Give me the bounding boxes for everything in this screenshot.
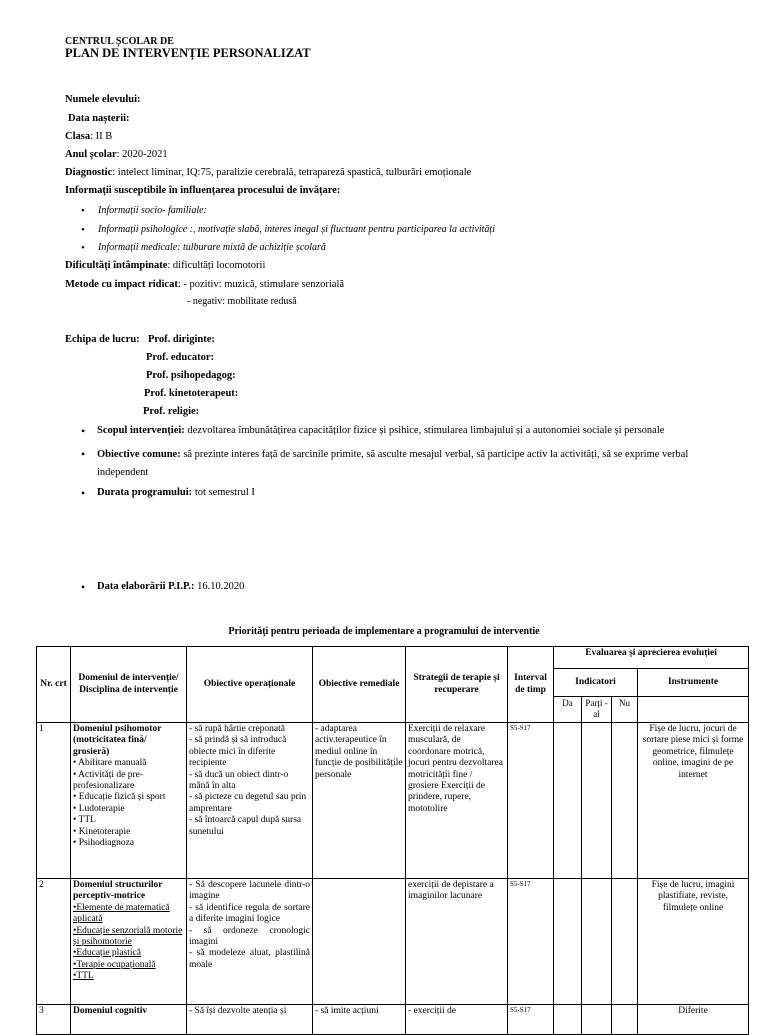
class-value: : II B [90,131,113,142]
row-partial [582,723,612,879]
operational-item: - să identifice regula de sortare a diferite imagini logice [189,902,310,925]
info-item-medical: • Informații medicale: tulburare mixtă de achiziție școlară [98,242,326,253]
row-domain-title: Domeniul structurilor perceptiv-motrice [73,880,163,902]
elaboration-date-value: 16.10.2020 [194,581,245,592]
row-da [554,879,582,1005]
header-partial: Parți -al [582,697,612,723]
document-title: PLAN DE INTERVENȚIE PERSONALIZAT [65,46,311,60]
operational-item: - Să descopere lacunele dintr-o imagine [189,880,310,902]
row-operational [187,723,313,879]
methods-label: Metode cu impact ridicat [65,279,178,290]
row-remedial: - adaptarea activ.terapeutice în mediul online în funcție de posibilitățile personale [313,723,406,879]
row-partial [582,1005,612,1035]
row-da [554,1005,582,1035]
difficulties-label: Dificultăți întâmpinate [65,260,168,271]
header-remedial: Obiective remediale [313,647,406,723]
intervention-table [36,646,749,1035]
row-nr: 2 [37,879,71,1005]
row-nr: 1 [37,723,71,879]
operational-item: - să întoarcă capul după sursa sunetului [189,815,302,837]
row-instruments: Fișe de lucru, jocuri de sortare piese mici și forme geometrice, filmulețe online, imagini de pe internet [638,723,749,879]
row-remedial: - să imite acțiuni [313,1005,406,1035]
operational-item: - să ducă un obiect dintr-o mână în alta [189,769,289,791]
team-member-religie: Prof. religie: [143,406,200,417]
row-domain-title: Domeniul psihomotor (motricitatea fină/ grosieră) [73,724,162,757]
diagnosis-value: : intelect liminar, IQ:75, paralizie cerebrală, tetrapareză spastică, tulburări emoționale [112,167,472,178]
objectives-line [97,446,717,482]
header-indicators: Indicatori [554,669,638,697]
team-member-psihopedagog: Prof. psihopedagog: [146,370,236,381]
school-name: CENTRUL ȘCOLAR DE [65,36,174,47]
operational-item: - să ordoneze cronologic imagini [189,925,310,947]
domain-item: • TTL [73,815,96,826]
header-operational: Obiective operaționale [187,647,313,723]
domain-item: •Educație senzorială motorie și psihomotorie [73,925,183,947]
table-caption: Priorități pentru perioada de implementare a programului de interventie [228,626,540,637]
diagnosis-label: Diagnostic [65,167,113,178]
domain-item: •Terapie ocupațională [73,959,156,970]
difficulties-value: : dificultăți locomotorii [167,260,266,271]
row-domain [71,879,187,1005]
header-instruments-empty [638,697,749,723]
school-year-line [65,149,168,160]
scope-value: dezvoltarea îmbunătățirea capacităților fizice și psihice, stimularea limbajului și a autonomiei sociale și personale [184,425,665,436]
header-instruments: Instrumente [638,669,749,697]
row-da [554,723,582,879]
domain-item: • Kinetoterapie [73,826,131,837]
school-year-value: : 2020-2021 [116,149,168,160]
row-domain [71,723,187,879]
header-nu: Nu [612,697,638,723]
elaboration-date-line [97,581,244,592]
diagnosis-line [65,167,471,178]
team-member-diriginte: Prof. diriginte: [148,334,215,345]
info-item-psychological: • Informații psihologice :, motivație slabă, interes inegal și fluctuant pentru participarea la activități [98,224,495,235]
class-line [65,131,112,142]
table-row [37,879,749,1005]
row-remedial [313,879,406,1005]
team-member-educator: Prof. educator: [146,352,215,363]
table-row [37,1005,749,1035]
team-label: Echipa de lucru: [65,334,140,345]
row-interval: S5-S17 [508,1005,554,1035]
operational-item: - să rupă hârtie creponată [189,724,286,734]
difficulties-line [65,260,265,271]
elaboration-date-label: Data elaborării P.I.P.: [97,581,195,592]
school-year-label: Anul școlar [65,149,117,160]
objectives-value: să prezinte interes față de sarcinile primite, să asculte mesajul verbal, să participe activ la activități, să se exprime verbal independent [97,449,689,478]
methods-positive: : - pozitiv: muzică, stimulare senzorială [177,279,345,290]
header-evaluation: Evaluarea și aprecierea evoluției [554,647,749,669]
operational-item: - să picteze cu degetul sau prin amprentare [189,792,307,814]
header-domain: Domeniul de intervenție/ Disciplina de intervenție [71,647,187,723]
row-domain-title: Domeniul cognitiv [71,1005,187,1035]
header-interval: Interval de timp [508,647,554,723]
domain-item: •Elemente de matematică aplicată [73,902,170,925]
info-item-socio: • Informații socio- familiale: [98,205,207,216]
header-da: Da [554,697,582,723]
scope-line [97,425,664,436]
objectives-label: Obiective comune: [97,449,181,460]
row-nr: 3 [37,1005,71,1035]
header-strategies: Strategii de terapie și recuperare [406,647,508,723]
student-name-label: Numele elevului: [65,94,141,105]
domain-item: •TTL [73,971,94,982]
row-nu [612,723,638,879]
row-interval: S5-S17 [508,723,554,879]
class-label: Clasa [65,131,91,142]
domain-item: • Psihodiagnoza [73,837,135,848]
birth-date-label: Data nașterii: [68,113,130,124]
row-strategies: - exerciții de [406,1005,508,1035]
operational-item: - să modeleze aluat, plastilină moale [189,948,310,970]
domain-item: • Educație fizică și sport [73,792,166,803]
row-instruments: Fișe de lucru, imagini plastifiate, reviste, filmulețe online [638,879,749,1005]
duration-label: Durata programului: [97,487,193,498]
domain-item: • Abilitare manuală [73,758,147,769]
row-operational: - Să își dezvolte atenția și [187,1005,313,1035]
row-partial [582,879,612,1005]
operational-item: - să prindă și să introducă obiecte mici în diferite recipiente [189,735,287,769]
row-nu [612,1005,638,1035]
table-row [37,723,749,879]
row-interval: S5-S17 [508,879,554,1005]
methods-line [65,279,344,290]
row-nu [612,879,638,1005]
row-strategies: exerciții de depistare a imaginilor lacunare [406,879,508,1005]
methods-negative: - negativ: mobilitate redusă [187,296,297,307]
team-member-kinetoterapeut: Prof. kinetoterapeut: [144,388,239,399]
domain-item: • Ludoterapie [73,803,125,814]
scope-label: Scopul intervenției: [97,425,185,436]
header-nr: Nr. crt [37,647,71,723]
row-instruments: Diferite [638,1005,749,1035]
domain-item: • Activități de pre-profesionalizare [73,769,144,791]
duration-line [97,487,255,498]
row-strategies: Exerciții de relaxare musculară, de coordonare motrică, jocuri pentru dezvoltarea motricității fine / grosiere Exerciții de prindere, rupere, mototolire [406,723,508,879]
row-operational [187,879,313,1005]
domain-item: •Educație plastică [73,948,141,959]
duration-value: tot semestrul I [192,487,255,498]
info-label: Informații susceptibile în influențarea procesului de învățare: [65,185,341,196]
